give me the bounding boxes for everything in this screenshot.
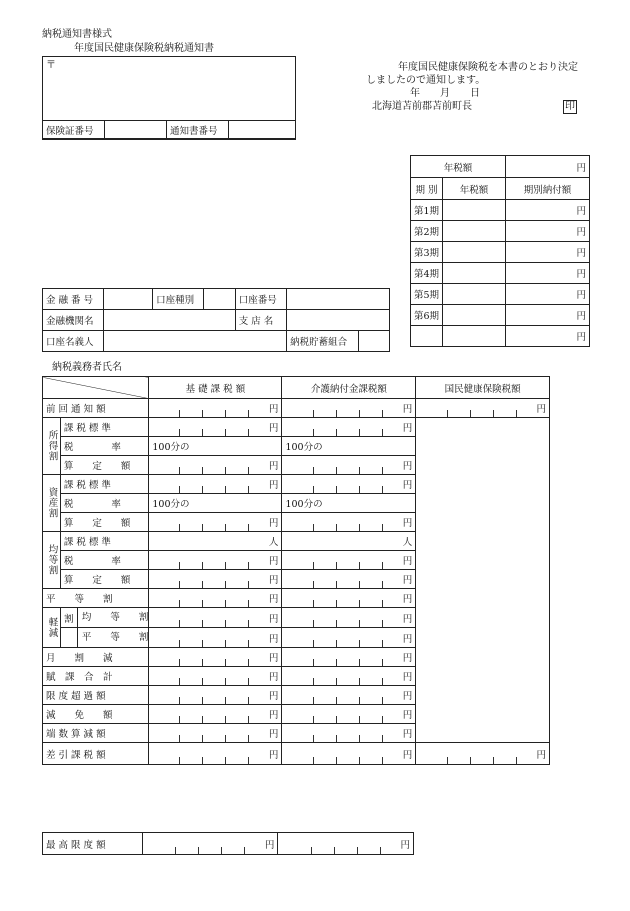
annual-header: 年税額 bbox=[443, 178, 506, 200]
id-row bbox=[42, 120, 296, 140]
equal-rate-care[interactable]: 円 bbox=[282, 551, 416, 570]
installment-header: 期別納付額 bbox=[506, 178, 590, 200]
prev-notice-care[interactable]: 円 bbox=[282, 399, 416, 418]
period-5: 第5期 bbox=[411, 284, 443, 305]
net-tax-basic[interactable]: 円 bbox=[149, 743, 282, 765]
equal-rate-basic[interactable]: 円 bbox=[149, 551, 282, 570]
seal: 印 bbox=[565, 101, 575, 112]
levy-total-label: 賦 課 合 計 bbox=[43, 667, 149, 686]
income-computed-label: 算 定 額 bbox=[60, 456, 149, 475]
postal-mark: 〒 bbox=[46, 60, 56, 71]
income-group-label: 所得割 bbox=[43, 418, 61, 475]
equal-computed-label: 算 定 額 bbox=[60, 570, 149, 589]
holder-label: 口座名義人 bbox=[43, 331, 104, 352]
equal-rate-label: 税 率 bbox=[60, 551, 149, 570]
period-2: 第2期 bbox=[411, 221, 443, 242]
period-total-amount[interactable]: 円 bbox=[506, 326, 590, 347]
reduce-equal-care[interactable]: 円 bbox=[282, 608, 416, 628]
issuer: 北海道苫前郡苫前町長 bbox=[372, 101, 472, 112]
reduce-flat-text: 平 等 割 bbox=[77, 628, 149, 647]
max-limit-care[interactable]: 円 bbox=[278, 833, 414, 855]
account-no-value[interactable] bbox=[287, 289, 390, 310]
account-type-label: 口座種別 bbox=[153, 289, 204, 310]
income-base-care[interactable]: 円 bbox=[282, 418, 416, 437]
reduce-flat-basic[interactable]: 円 bbox=[149, 628, 282, 648]
union-value[interactable] bbox=[358, 331, 389, 352]
notice-no-value[interactable] bbox=[229, 121, 296, 140]
levy-total-basic[interactable]: 円 bbox=[149, 667, 282, 686]
max-limit-basic[interactable]: 円 bbox=[142, 833, 278, 855]
corner-cell bbox=[43, 377, 149, 399]
period-5-amount[interactable]: 円 bbox=[506, 284, 590, 305]
rounding-basic[interactable]: 円 bbox=[149, 724, 282, 743]
financial-no-label: 金 融 番 号 bbox=[43, 289, 104, 310]
rounding-label: 端 数 算 減 額 bbox=[43, 724, 149, 743]
income-rate-basic[interactable]: 100分の bbox=[149, 437, 282, 456]
form-title: 納税通知書様式 bbox=[42, 29, 112, 40]
equal-computed-care[interactable]: 円 bbox=[282, 570, 416, 589]
period-4: 第4期 bbox=[411, 263, 443, 284]
col-basic: 基 礎 課 税 額 bbox=[149, 377, 282, 399]
asset-computed-basic[interactable]: 円 bbox=[149, 513, 282, 532]
net-tax-care[interactable]: 円 bbox=[282, 743, 416, 765]
monthly-reduction-basic[interactable]: 円 bbox=[149, 648, 282, 667]
institution-label: 金融機関名 bbox=[43, 310, 104, 331]
reduce-equal-label bbox=[60, 608, 149, 628]
asset-base-care[interactable]: 円 bbox=[282, 475, 416, 494]
annual-tax-value[interactable]: 円 bbox=[506, 156, 590, 178]
equal-computed-basic[interactable]: 円 bbox=[149, 570, 282, 589]
prev-notice-label: 前 回 通 知 額 bbox=[43, 399, 149, 418]
levy-total-care[interactable]: 円 bbox=[282, 667, 416, 686]
period-3: 第3期 bbox=[411, 242, 443, 263]
reduction-group-label: 軽減 bbox=[43, 608, 61, 648]
holder-value[interactable] bbox=[103, 331, 286, 352]
schedule-table bbox=[410, 155, 590, 347]
over-limit-basic[interactable]: 円 bbox=[149, 686, 282, 705]
asset-computed-care[interactable]: 円 bbox=[282, 513, 416, 532]
period-6-amount[interactable]: 円 bbox=[506, 305, 590, 326]
annual-tax-label: 年税額 bbox=[411, 156, 506, 178]
bank-table bbox=[42, 288, 390, 352]
asset-group-label: 資産割 bbox=[43, 475, 61, 532]
flat-care[interactable]: 円 bbox=[282, 589, 416, 608]
net-tax-nhi[interactable]: 円 bbox=[416, 743, 550, 765]
equal-base-basic[interactable]: 人 bbox=[149, 532, 282, 551]
account-no-label: 口座番号 bbox=[235, 289, 286, 310]
monthly-reduction-label: 月 割 減 bbox=[43, 648, 149, 667]
nhi-blank-area bbox=[416, 418, 550, 743]
period-4-amount[interactable]: 円 bbox=[506, 263, 590, 284]
notice-title: 年度国民健康保険税納税通知書 bbox=[74, 43, 214, 54]
period-3-amount[interactable]: 円 bbox=[506, 242, 590, 263]
flat-label: 平 等 割 bbox=[43, 589, 149, 608]
equal-base-care[interactable]: 人 bbox=[282, 532, 416, 551]
equal-base-label: 課 税 標 準 bbox=[60, 532, 149, 551]
period-1-amount[interactable]: 円 bbox=[506, 200, 590, 221]
income-base-label: 課 税 標 準 bbox=[60, 418, 149, 437]
max-limit-label: 最 高 限 度 額 bbox=[43, 833, 143, 855]
over-limit-care[interactable]: 円 bbox=[282, 686, 416, 705]
reduce-flat-care[interactable]: 円 bbox=[282, 628, 416, 648]
message-line1: 年度国民健康保険税を本書のとおり決定 bbox=[398, 62, 578, 73]
insurance-no-value[interactable] bbox=[105, 121, 167, 140]
income-rate-care[interactable]: 100分の bbox=[282, 437, 416, 456]
asset-base-basic[interactable]: 円 bbox=[149, 475, 282, 494]
union-label: 納税貯蓄組合 bbox=[287, 331, 359, 352]
reduction-sub-label: 割 bbox=[64, 613, 74, 625]
asset-computed-label: 算 定 額 bbox=[60, 513, 149, 532]
reduce-equal-text: 均 等 割 bbox=[77, 608, 149, 627]
over-limit-label: 限 度 超 過 額 bbox=[43, 686, 149, 705]
prev-notice-basic[interactable]: 円 bbox=[149, 399, 282, 418]
institution-value[interactable] bbox=[103, 310, 235, 331]
col-nhi: 国民健康保険税額 bbox=[416, 377, 550, 399]
main-table bbox=[42, 376, 550, 765]
flat-basic[interactable]: 円 bbox=[149, 589, 282, 608]
max-limit-table bbox=[42, 832, 414, 855]
income-computed-care[interactable]: 円 bbox=[282, 456, 416, 475]
prev-notice-nhi[interactable]: 円 bbox=[416, 399, 550, 418]
reduce-flat-label bbox=[60, 628, 149, 648]
period-1: 第1期 bbox=[411, 200, 443, 221]
date-line: 年 月 日 bbox=[410, 88, 480, 99]
period-6: 第6期 bbox=[411, 305, 443, 326]
financial-no-value[interactable] bbox=[103, 289, 152, 310]
insurance-no-label: 保険証番号 bbox=[43, 121, 105, 140]
rounding-care[interactable]: 円 bbox=[282, 724, 416, 743]
equal-group-label: 均等割 bbox=[43, 532, 61, 589]
period-header: 期 別 bbox=[411, 178, 443, 200]
account-type-value[interactable] bbox=[204, 289, 235, 310]
income-base-basic[interactable]: 円 bbox=[149, 418, 282, 437]
income-computed-basic[interactable]: 円 bbox=[149, 456, 282, 475]
message-line2: しましたので通知します。 bbox=[366, 75, 486, 86]
period-2-amount[interactable]: 円 bbox=[506, 221, 590, 242]
asset-rate-label: 税 率 bbox=[60, 494, 149, 513]
reduce-equal-basic[interactable]: 円 bbox=[149, 608, 282, 628]
asset-base-label: 課 税 標 準 bbox=[60, 475, 149, 494]
exemption-care[interactable]: 円 bbox=[282, 705, 416, 724]
exemption-basic[interactable]: 円 bbox=[149, 705, 282, 724]
branch-value[interactable] bbox=[287, 310, 390, 331]
asset-rate-basic[interactable]: 100分の bbox=[149, 494, 282, 513]
monthly-reduction-care[interactable]: 円 bbox=[282, 648, 416, 667]
notice-no-label: 通知書番号 bbox=[167, 121, 229, 140]
net-tax-label: 差 引 課 税 額 bbox=[43, 743, 149, 765]
col-care: 介護納付金課税額 bbox=[282, 377, 416, 399]
asset-rate-care[interactable]: 100分の bbox=[282, 494, 416, 513]
branch-label: 支 店 名 bbox=[235, 310, 286, 331]
exemption-label: 減 免 額 bbox=[43, 705, 149, 724]
income-rate-label: 税 率 bbox=[60, 437, 149, 456]
taxpayer-label: 納税義務者氏名 bbox=[52, 362, 122, 373]
